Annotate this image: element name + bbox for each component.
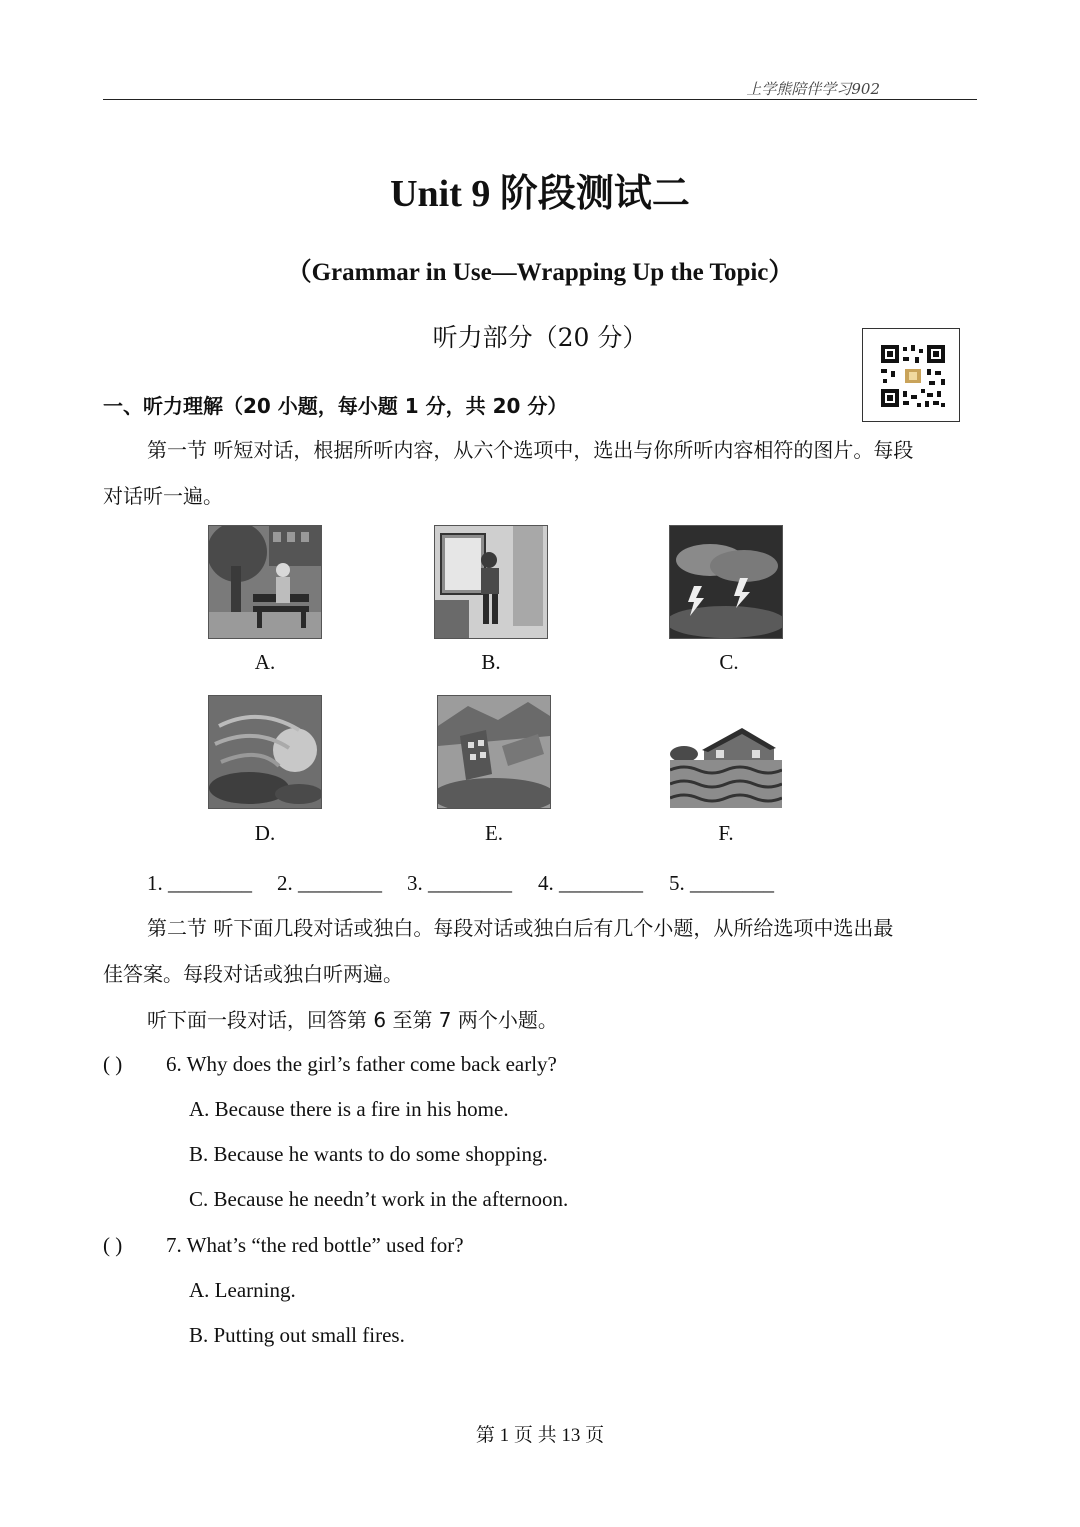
question-7-option-b[interactable]: B. Putting out small fires. xyxy=(189,1323,405,1347)
question-7-text: 7. What’s “the red bottle” used for? xyxy=(166,1233,464,1257)
page-subtitle: （Grammar in Use—Wrapping Up the Topic） xyxy=(286,259,794,286)
park-bench-girl-icon xyxy=(209,526,321,638)
answer-blank-5[interactable]: 5. ________ xyxy=(669,871,774,895)
picture-f xyxy=(669,695,783,809)
page-title: Unit 9 阶段测试二 xyxy=(390,173,690,215)
section-heading: 听力部分（20 分） xyxy=(432,323,648,352)
answer-blank-3[interactable]: 3. ________ xyxy=(407,871,512,895)
question-6-option-b[interactable]: B. Because he wants to do some shopping. xyxy=(189,1142,548,1166)
question-7-option-a[interactable]: A. Learning. xyxy=(189,1278,296,1302)
qr-code-icon[interactable] xyxy=(862,328,960,422)
picture-d xyxy=(208,695,322,809)
dialog-intro: 听下面一段对话，回答第 6 至第 7 两个小题。 xyxy=(147,1008,558,1032)
picture-b xyxy=(434,525,548,639)
picture-label: F. xyxy=(718,821,734,845)
answer-blank-1[interactable]: 1. ________ xyxy=(147,871,252,895)
question-6-text: 6. Why does the girl’s father come back early? xyxy=(166,1052,557,1076)
typhoon-icon xyxy=(209,696,321,808)
section1-instructions-line1: 第一节 听短对话，根据所听内容，从六个选项中，选出与你所听内容相符的图片。每段 xyxy=(147,438,914,462)
answer-blank-4[interactable]: 4. ________ xyxy=(538,871,643,895)
section2-instructions-line1: 第二节 听下面几段对话或独白。每段对话或独白后有几个小题，从所给选项中选出最 xyxy=(147,916,894,940)
picture-label: E. xyxy=(484,821,504,845)
picture-c xyxy=(669,525,783,639)
picture-label: D. xyxy=(254,821,276,845)
answer-bracket-7[interactable]: ( ) xyxy=(103,1233,123,1257)
header-divider xyxy=(103,99,977,100)
boy-at-window-icon xyxy=(435,526,547,638)
picture-label: A. xyxy=(254,650,276,674)
page-header-text: 上学熊陪伴学习902 xyxy=(746,80,880,98)
section1-instructions-line2: 对话听一遍。 xyxy=(103,484,223,508)
question-6-option-a[interactable]: A. Because there is a fire in his home. xyxy=(189,1097,509,1121)
answer-bracket-6[interactable]: ( ) xyxy=(103,1052,123,1076)
answer-blank-2[interactable]: 2. ________ xyxy=(277,871,382,895)
earthquake-icon xyxy=(438,696,550,808)
section2-instructions-line2: 佳答案。每段对话或独白听两遍。 xyxy=(103,962,403,986)
thunderstorm-icon xyxy=(670,526,782,638)
picture-a xyxy=(208,525,322,639)
question-6-option-c[interactable]: C. Because he needn’t work in the afternoon. xyxy=(189,1187,569,1211)
picture-label: C. xyxy=(719,650,739,674)
picture-label: B. xyxy=(481,650,501,674)
page-number-footer: 第 1 页 共 13 页 xyxy=(475,1425,605,1446)
question-section-title: 一、听力理解（20 小题，每小题 1 分，共 20 分） xyxy=(103,394,568,418)
flood-icon xyxy=(670,696,782,808)
picture-e xyxy=(437,695,551,809)
